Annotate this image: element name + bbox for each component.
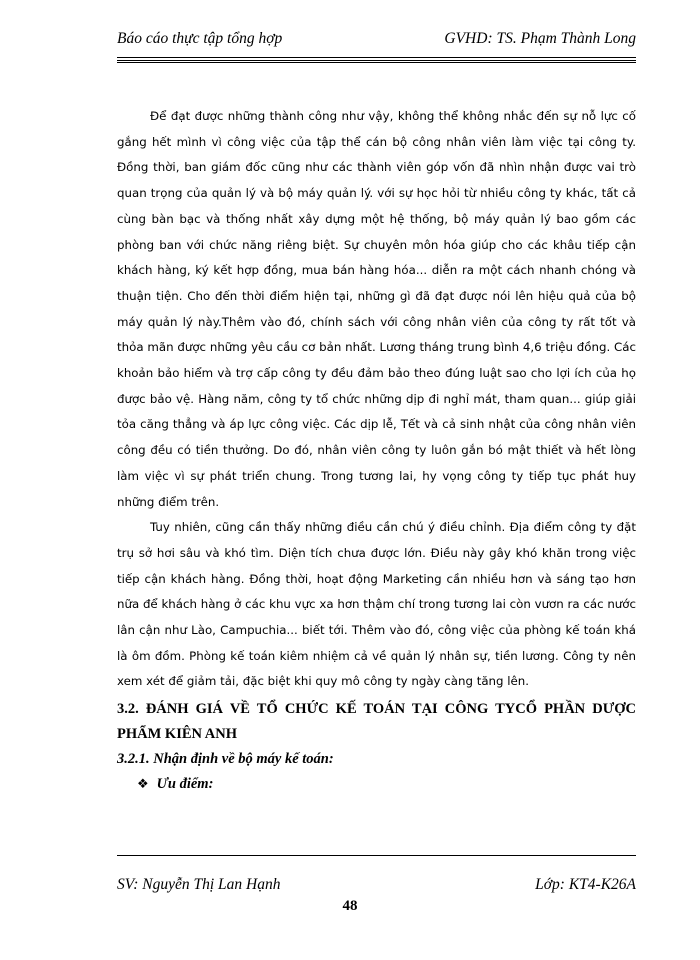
page-footer — [117, 876, 636, 894]
page-header — [117, 30, 636, 56]
paragraph-limitations: Tuy nhiên, cũng cần thấy những điều cần chú ý điều chỉnh. Địa điểm công ty đặt trụ sở hơi sâu và khó tìm. Diện tích chưa được lớn. Điều này gây khó khăn trong việc tiếp cận khách hàng. Đồng thời, hoạt động Marketing cần nhiều hơn và sáng tạo hơn nữa để khách hàng ở các khu vực xa hơn thậm chí trong tương lai còn vươn ra các nước lân cận như Lào, Campuchia... biết tới. Thêm vào đó, công việc của phòng kế toán khá là ôm đồm. Phòng kế toán kiêm nhiệm cả về quản lý nhân sự, tiền lương. Công ty nên xem xét để giảm tải, đặc biệt khi quy mô công ty ngày càng tăng lên. — [117, 520, 636, 689]
page-number: 48 — [342, 898, 358, 914]
header-right-supervisor: GVHD: TS. Phạm Thành Long — [444, 30, 636, 47]
header-left-title: Báo cáo thực tập tổng hợp — [117, 30, 283, 47]
section-heading: 3.2. ĐÁNH GIÁ VỀ TỔ CHỨC KẾ TOÁN TẠI CÔNG TYCỔ PHẦN DƯỢC PHẨM KIÊN ANH — [117, 701, 636, 743]
subsection-heading: 3.2.1. Nhận định về bộ máy kế toán: — [117, 751, 334, 768]
header-rule — [117, 57, 636, 58]
paragraph-achievements: Để đạt được những thành công như vậy, không thể không nhắc đến sự nỗ lực cố gắng hết mình vì công việc của tập thể cán bộ công nhân viên làm việc tại công ty. Đồng thời, ban giám đốc cũng như các thành viên góp vốn đã nhìn nhận được vai trò quan trọng của quản lý và bộ máy quản lý. với sự học hỏi từ nhiều công ty khác, tất cả cùng bàn bạc và thống nhất xây dựng một hệ thống, bộ máy quản lý bao gồm các phòng ban với chức năng riêng biệt. Sự chuyên môn hóa giúp cho các khâu tiếp cận khách hàng, ký kết hợp đồng, mua bán hàng hóa... diễn ra một cách nhanh chóng và thuận tiện. Cho đến thời điểm hiện tại, những gì đã đạt được nói lên hiệu quả của bộ máy quản lý này.Thêm vào đó, chính sách với công nhân viên của công ty rất tốt và thỏa mãn được những yêu cầu cơ bản nhất. Lương tháng trung bình 4,6 triệu đồng. Các khoản bảo hiểm và trợ cấp công ty đều đảm bảo theo đúng luật sao cho lợi ích của họ được bảo vệ. Hàng năm, công ty tổ chức những dịp đi nghỉ mát, tham quan... giúp giải tỏa căng thẳng và áp lực công việc. Các dịp lễ, Tết và cả sinh nhật của công nhân viên công đều có tiền thưởng. Do đó, nhân viên công ty luôn gắn bó mật thiết và hết lòng làm việc vì sự phát triển chung. Trong tương lai, hy vọng công ty tiếp tục phát huy những điểm trên. — [117, 109, 636, 509]
diamond-bullet-icon: ❖ — [137, 777, 149, 793]
bullet-label: Ưu điểm: — [156, 776, 214, 793]
header-double-rule — [117, 60, 636, 63]
footer-class: Lớp: KT4-K26A — [535, 876, 636, 893]
document-body — [117, 104, 636, 797]
footer-student: SV: Nguyễn Thị Lan Hạnh — [117, 876, 281, 893]
footer-rule — [117, 855, 636, 856]
bullet-item — [117, 772, 636, 797]
